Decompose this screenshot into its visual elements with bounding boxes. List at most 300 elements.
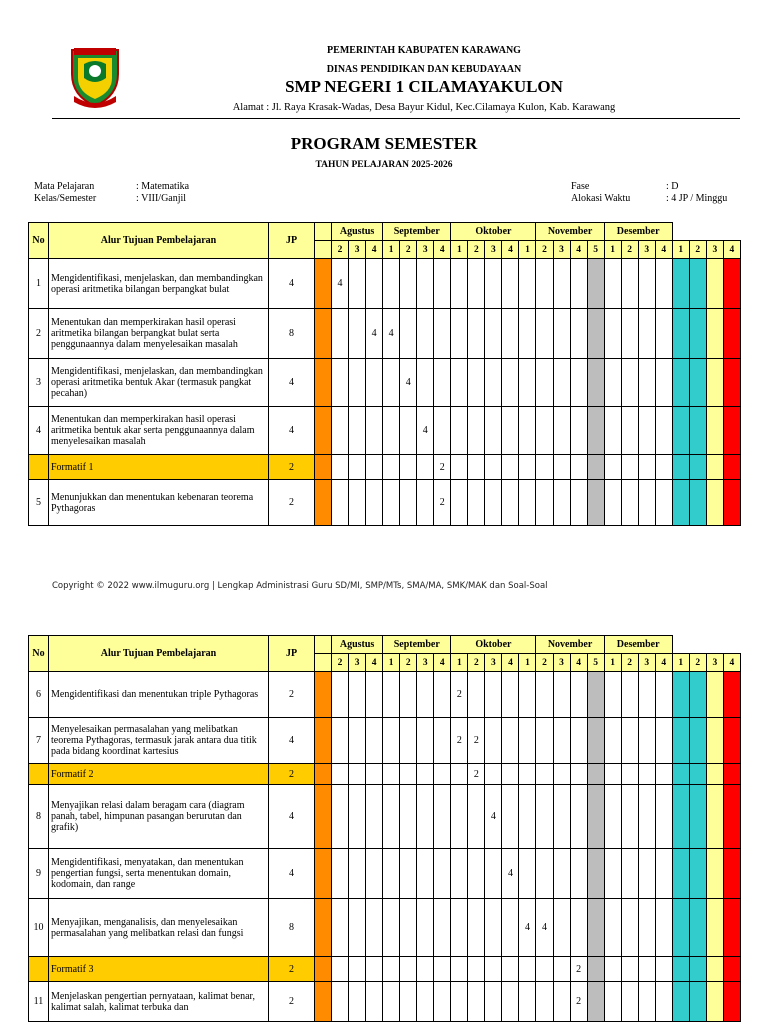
week-cell (655, 718, 672, 764)
week-cell (485, 899, 502, 957)
week-cell (587, 957, 604, 982)
table-row (29, 982, 741, 1022)
week-cell (502, 957, 519, 982)
week-cell (604, 309, 621, 359)
week-cell (400, 309, 417, 359)
week-cell (502, 407, 519, 455)
week-cell (604, 259, 621, 309)
week-cell (315, 407, 332, 455)
week-cell (485, 718, 502, 764)
week-cell (604, 718, 621, 764)
week-cell (468, 672, 485, 718)
alloc-value: : 4 JP / Minggu (666, 193, 728, 204)
week-cell (383, 672, 400, 718)
week-cell (638, 672, 655, 718)
week-cell (400, 764, 417, 785)
week-cell (621, 899, 638, 957)
week-cell (383, 764, 400, 785)
table-row (29, 359, 741, 407)
week-cell (638, 407, 655, 455)
header-week: 1 (383, 654, 400, 672)
week-cell (604, 764, 621, 785)
week-cell (536, 672, 553, 718)
week-cell (553, 455, 570, 480)
week-cell (383, 259, 400, 309)
week-cell (383, 407, 400, 455)
week-cell (655, 764, 672, 785)
week-cell (349, 957, 366, 982)
learning-objective: Mengidentifikasi, menyatakan, dan menentukan pengertian fungsi, serta menentukan domain, kodomain, dan range (49, 849, 269, 899)
week-cell (706, 982, 723, 1022)
table-row (29, 899, 741, 957)
week-cell (655, 455, 672, 480)
week-cell (332, 672, 349, 718)
header-divider (52, 118, 740, 119)
week-cell (570, 849, 587, 899)
header-month: Oktober (451, 223, 536, 241)
week-cell (689, 309, 706, 359)
week-cell: 2 (434, 480, 451, 526)
header-week: 1 (383, 241, 400, 259)
week-cell (332, 359, 349, 407)
week-cell (349, 480, 366, 526)
week-cell (349, 764, 366, 785)
week-cell (638, 957, 655, 982)
week-cell (638, 455, 655, 480)
week-cell (519, 480, 536, 526)
week-cell (638, 359, 655, 407)
week-cell (587, 785, 604, 849)
week-cell (689, 407, 706, 455)
week-cell (638, 309, 655, 359)
week-cell (332, 480, 349, 526)
week-cell (315, 309, 332, 359)
week-cell (723, 407, 740, 455)
week-cell (655, 785, 672, 849)
week-cell (468, 785, 485, 849)
week-cell (468, 480, 485, 526)
week-cell (468, 359, 485, 407)
row-number: 3 (29, 359, 49, 407)
week-cell (434, 359, 451, 407)
phase-value: : D (666, 181, 679, 192)
week-cell (315, 359, 332, 407)
week-cell (451, 407, 468, 455)
row-jp: 4 (269, 259, 315, 309)
week-cell (621, 718, 638, 764)
week-cell (502, 764, 519, 785)
week-cell (451, 849, 468, 899)
week-cell (451, 259, 468, 309)
row-number: 1 (29, 259, 49, 309)
header-week: 2 (689, 654, 706, 672)
header-week: 4 (502, 241, 519, 259)
week-cell (485, 455, 502, 480)
week-cell (451, 899, 468, 957)
header-week: 2 (621, 654, 638, 672)
week-cell (536, 764, 553, 785)
week-cell (366, 480, 383, 526)
row-jp: 8 (269, 899, 315, 957)
week-cell (519, 455, 536, 480)
week-cell (366, 718, 383, 764)
week-cell (689, 672, 706, 718)
week-cell (417, 718, 434, 764)
week-cell (485, 480, 502, 526)
week-cell (400, 672, 417, 718)
week-cell (672, 672, 689, 718)
week-cell (655, 982, 672, 1022)
week-cell (621, 982, 638, 1022)
week-cell (553, 785, 570, 849)
week-cell (383, 359, 400, 407)
semester-table-1 (28, 222, 741, 526)
row-number: 8 (29, 785, 49, 849)
week-cell (434, 957, 451, 982)
week-cell (587, 899, 604, 957)
week-cell (315, 672, 332, 718)
week-cell (536, 407, 553, 455)
week-cell (570, 359, 587, 407)
week-cell (587, 672, 604, 718)
week-cell (468, 849, 485, 899)
week-cell (349, 359, 366, 407)
week-cell (587, 259, 604, 309)
week-cell (502, 982, 519, 1022)
week-cell: 4 (400, 359, 417, 407)
week-cell (723, 982, 740, 1022)
header-atp: Alur Tujuan Pembelajaran (49, 636, 269, 672)
week-cell (587, 407, 604, 455)
week-cell (655, 957, 672, 982)
week-cell (672, 259, 689, 309)
week-cell (451, 359, 468, 407)
week-cell (604, 849, 621, 899)
week-cell (604, 982, 621, 1022)
header-week: 5 (587, 654, 604, 672)
week-cell (553, 259, 570, 309)
learning-objective: Menjelaskan pengertian pernyataan, kalimat benar, kalimat salah, kalimat terbuka dan (49, 982, 269, 1022)
week-cell (723, 764, 740, 785)
header-jp: JP (269, 223, 315, 259)
week-cell: 4 (417, 407, 434, 455)
week-cell (587, 480, 604, 526)
week-cell (332, 957, 349, 982)
week-cell (502, 785, 519, 849)
subject-label: Mata Pelajaran (34, 181, 95, 192)
week-cell (383, 849, 400, 899)
week-cell (434, 672, 451, 718)
header-week: 4 (655, 241, 672, 259)
week-cell (468, 259, 485, 309)
week-cell (383, 455, 400, 480)
week-cell (451, 957, 468, 982)
week-cell (400, 957, 417, 982)
header-no: No (29, 223, 49, 259)
week-cell (315, 455, 332, 480)
week-cell (706, 718, 723, 764)
week-cell: 2 (570, 957, 587, 982)
header-week: 1 (672, 241, 689, 259)
week-cell (672, 309, 689, 359)
header-week: 3 (638, 241, 655, 259)
table-row (29, 480, 741, 526)
week-cell (434, 849, 451, 899)
week-cell (604, 359, 621, 407)
header-week: 3 (706, 241, 723, 259)
week-cell (689, 849, 706, 899)
school-name: SMP NEGERI 1 CILAMAYAKULON (285, 77, 563, 96)
week-cell (553, 480, 570, 526)
week-cell (621, 259, 638, 309)
week-cell (519, 407, 536, 455)
week-cell (451, 785, 468, 849)
week-cell: 2 (434, 455, 451, 480)
week-cell (366, 259, 383, 309)
week-cell (689, 455, 706, 480)
week-cell (672, 764, 689, 785)
week-cell (689, 785, 706, 849)
table-row (29, 718, 741, 764)
week-cell (587, 982, 604, 1022)
week-cell (638, 899, 655, 957)
week-cell (332, 899, 349, 957)
week-cell (417, 480, 434, 526)
week-cell (366, 359, 383, 407)
week-cell (638, 849, 655, 899)
header-week: 3 (349, 654, 366, 672)
week-cell (485, 764, 502, 785)
week-cell (366, 785, 383, 849)
week-cell (689, 899, 706, 957)
week-cell (655, 309, 672, 359)
header-week: 2 (536, 654, 553, 672)
week-cell (400, 899, 417, 957)
week-cell (434, 982, 451, 1022)
week-cell (332, 785, 349, 849)
week-cell (417, 982, 434, 1022)
week-cell (519, 259, 536, 309)
header-week: 2 (689, 241, 706, 259)
week-cell (536, 982, 553, 1022)
week-cell (706, 480, 723, 526)
week-cell (672, 480, 689, 526)
week-cell (570, 718, 587, 764)
week-cell (672, 718, 689, 764)
row-number (29, 455, 49, 480)
week-cell (383, 718, 400, 764)
row-jp: 2 (269, 982, 315, 1022)
week-cell (383, 899, 400, 957)
week-cell (706, 785, 723, 849)
week-cell: 4 (366, 309, 383, 359)
week-cell (332, 764, 349, 785)
week-cell (417, 849, 434, 899)
week-cell (485, 407, 502, 455)
week-cell (723, 785, 740, 849)
week-cell (536, 849, 553, 899)
header-week: 2 (468, 241, 485, 259)
week-cell (417, 957, 434, 982)
week-cell (332, 455, 349, 480)
week-cell (536, 309, 553, 359)
copyright-text: Copyright © 2022 www.ilmuguru.org | Lengkap Administrasi Guru SD/MI, SMP/MTs, SMA/MA, SMK/MAK dan Soal-Soal (52, 581, 548, 591)
week-cell (366, 849, 383, 899)
week-cell (655, 407, 672, 455)
week-cell (723, 259, 740, 309)
week-cell (519, 309, 536, 359)
week-cell (332, 309, 349, 359)
week-cell (519, 359, 536, 407)
week-cell (349, 718, 366, 764)
week-cell (349, 785, 366, 849)
week-cell (366, 982, 383, 1022)
week-cell (485, 359, 502, 407)
week-cell (672, 849, 689, 899)
header-month: Agustus (332, 636, 383, 654)
table-row (29, 785, 741, 849)
week-cell (553, 309, 570, 359)
week-cell (587, 849, 604, 899)
week-cell (451, 455, 468, 480)
week-cell: 2 (570, 982, 587, 1022)
week-cell (502, 455, 519, 480)
week-cell (655, 899, 672, 957)
week-cell (536, 480, 553, 526)
week-cell (672, 359, 689, 407)
week-cell (672, 957, 689, 982)
week-cell (434, 259, 451, 309)
header-week: 3 (553, 241, 570, 259)
week-cell (349, 309, 366, 359)
week-cell (655, 359, 672, 407)
week-cell (689, 764, 706, 785)
phase-label: Fase (571, 181, 590, 192)
week-cell: 2 (468, 764, 485, 785)
header-month: September (383, 636, 451, 654)
week-cell (315, 899, 332, 957)
week-cell (315, 480, 332, 526)
week-cell (400, 480, 417, 526)
week-cell (570, 407, 587, 455)
header-week: 2 (536, 241, 553, 259)
week-cell (366, 455, 383, 480)
week-cell (723, 672, 740, 718)
row-number: 9 (29, 849, 49, 899)
header-week: 3 (553, 654, 570, 672)
week-cell (536, 957, 553, 982)
week-cell (468, 899, 485, 957)
header-month: Desember (604, 636, 672, 654)
week-cell (604, 480, 621, 526)
week-cell (468, 407, 485, 455)
learning-objective: Menyajikan relasi dalam beragam cara (diagram panah, tabel, himpunan pasangan berurutan dan grafik) (49, 785, 269, 849)
week-cell (468, 309, 485, 359)
week-cell (502, 672, 519, 718)
header-week: 3 (349, 241, 366, 259)
week-cell (502, 718, 519, 764)
week-cell (332, 849, 349, 899)
week-cell (383, 785, 400, 849)
week-cell (451, 309, 468, 359)
week-cell (553, 957, 570, 982)
week-cell (468, 982, 485, 1022)
header-week: 4 (723, 654, 740, 672)
header-month: Oktober (451, 636, 536, 654)
formative-label: Formatif 2 (49, 764, 269, 785)
header-week: 5 (587, 241, 604, 259)
dept-line: DINAS PENDIDIKAN DAN KEBUDAYAAN (326, 64, 522, 75)
week-cell (723, 718, 740, 764)
week-cell: 2 (451, 718, 468, 764)
week-cell (485, 849, 502, 899)
row-number (29, 957, 49, 982)
week-cell (451, 982, 468, 1022)
row-number: 10 (29, 899, 49, 957)
week-cell (587, 718, 604, 764)
header-week (315, 654, 332, 672)
week-cell (604, 407, 621, 455)
week-cell (434, 899, 451, 957)
page-title: PROGRAM SEMESTER (290, 134, 478, 153)
week-cell (553, 407, 570, 455)
formative-label: Formatif 3 (49, 957, 269, 982)
row-jp: 2 (269, 455, 315, 480)
week-cell (434, 309, 451, 359)
header-week: 1 (451, 654, 468, 672)
formative-label: Formatif 1 (49, 455, 269, 480)
week-cell (553, 982, 570, 1022)
week-cell (451, 764, 468, 785)
week-cell: 4 (383, 309, 400, 359)
week-cell (621, 480, 638, 526)
week-cell (400, 785, 417, 849)
week-cell (621, 407, 638, 455)
week-cell (723, 455, 740, 480)
header-week: 2 (621, 241, 638, 259)
header-week: 4 (434, 241, 451, 259)
week-cell: 2 (451, 672, 468, 718)
week-cell (451, 480, 468, 526)
week-cell (536, 785, 553, 849)
table-row (29, 764, 741, 785)
header-week: 4 (655, 654, 672, 672)
week-cell (417, 764, 434, 785)
week-cell (672, 899, 689, 957)
week-cell (366, 764, 383, 785)
header-week: 4 (502, 654, 519, 672)
week-cell (621, 764, 638, 785)
week-cell (400, 849, 417, 899)
header-week: 4 (570, 654, 587, 672)
week-cell (689, 359, 706, 407)
week-cell (502, 359, 519, 407)
header-month-blank (315, 636, 332, 654)
week-cell (604, 899, 621, 957)
week-cell (638, 718, 655, 764)
week-cell (672, 407, 689, 455)
week-cell (315, 957, 332, 982)
week-cell (604, 672, 621, 718)
week-cell (655, 259, 672, 309)
learning-objective: Mengidentifikasi, menjelaskan, dan membandingkan operasi aritmetika bentuk Akar (termasuk pangkat pecahan) (49, 359, 269, 407)
week-cell (587, 359, 604, 407)
table-row (29, 672, 741, 718)
week-cell (366, 899, 383, 957)
week-cell (502, 309, 519, 359)
week-cell (655, 672, 672, 718)
week-cell (519, 718, 536, 764)
